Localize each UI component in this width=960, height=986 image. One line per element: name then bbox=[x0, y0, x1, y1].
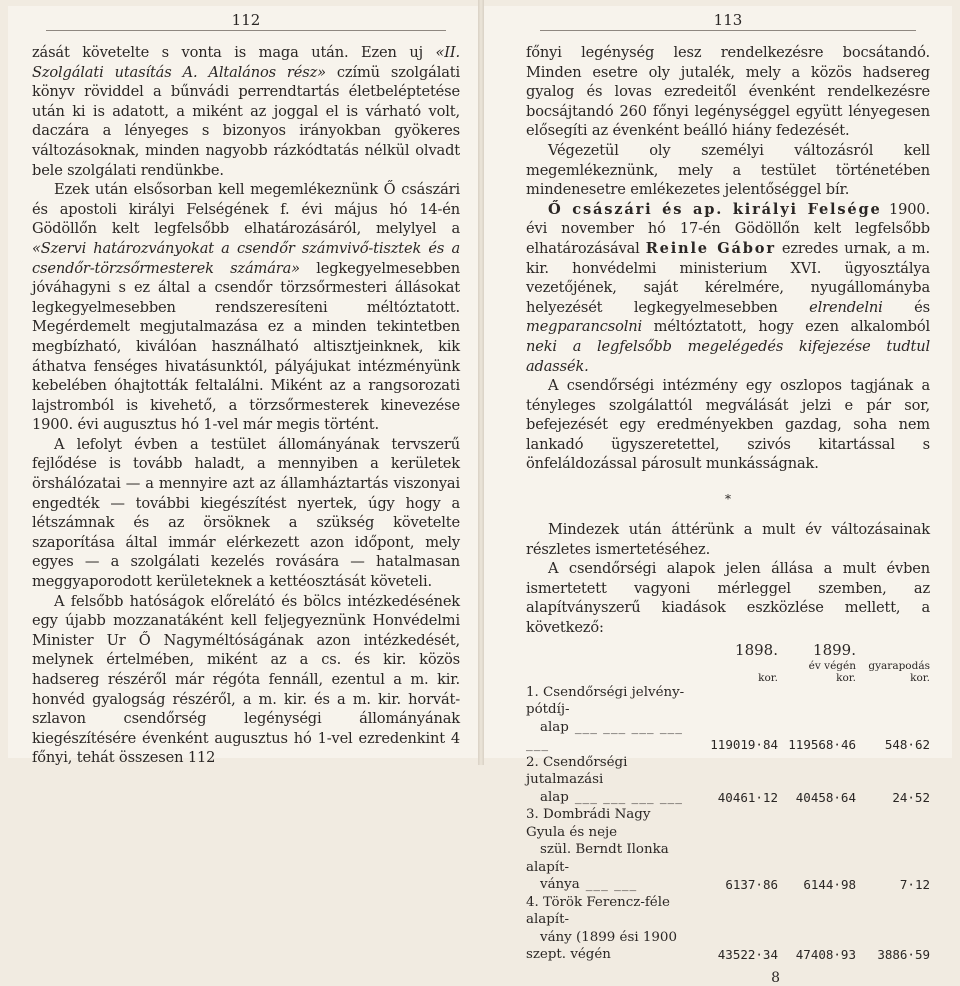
fund-value-growth bbox=[856, 894, 930, 929]
text-segment: megparancsolni bbox=[526, 318, 643, 336]
right-page-body bbox=[526, 43, 930, 474]
fund-table-years bbox=[526, 640, 930, 660]
fund-label: 3. Dombrádi Nagy Gyula és neje bbox=[526, 807, 651, 840]
fund-value-v1898 bbox=[692, 684, 778, 719]
fund-value-v1899: 6144·98 bbox=[803, 877, 856, 893]
text-segment: czímü szolgálati könyv röviddel a bűnvádi perrendtartás életbeléptetése után ki is adatott, a miként az joggal el is várható volt, daczára a lényeges s bizonyos irányokban gyökeres változásoknak, minden nagyobb rázkódtatás nélkül olvadt bele szolgálati rendünkbe. bbox=[32, 63, 460, 179]
fund-value-v1898 bbox=[692, 806, 778, 841]
text-segment: «Szervi határozványokat a csendőr számvivő-tisztek és a csendőr-törzsőrmesterek számára» bbox=[32, 239, 460, 277]
leader-dots: ___ ___ ___ ___ ___ bbox=[526, 719, 683, 753]
fund-value-v1898: 119019·84 bbox=[710, 737, 778, 753]
header-year-end: év végén kor. bbox=[808, 659, 856, 684]
text-segment: legkegyelmesebben jóváhagyni s ez által a csendőr törzsőrmesteri állásokat legkegyelmesebben rendszeresíteni méltóztatott. Megérdemelt megjutalmazása ez a minden tekintetben megbízható, kiválóan használható altisztjeinknek, kik áthatva fenséges hivatásunktól, pályájukat intézményünk kebelében óhajtották feltalálni. Miként az a rangsorozati lajstromból is kivehető, a törzsőrmesterek kinevezése 1900. évi augusztus hó 1-vel már megis történt. bbox=[32, 259, 460, 434]
fund-table-row bbox=[526, 876, 930, 894]
fund-label-line bbox=[526, 684, 692, 719]
fund-table-header bbox=[526, 660, 930, 684]
text-segment: Ő császári és ap. királyi Felsége bbox=[548, 200, 882, 218]
paragraph-p4 bbox=[32, 592, 460, 768]
fund-value-v1899 bbox=[778, 894, 856, 929]
fund-value-growth: 3886·59 bbox=[877, 947, 930, 963]
paragraph-p1 bbox=[32, 43, 460, 180]
text-segment: neki a legfelsőbb megelégedés kifejezése tudtul adassék. bbox=[526, 337, 930, 375]
text-segment: méltóztatott, hogy ezen alkalomból bbox=[642, 318, 930, 336]
fund-value-v1899 bbox=[778, 841, 856, 876]
fund-label: 1. Csendőrségi jelvény-pótdíj- bbox=[526, 684, 685, 718]
leader-dots: ___ ___ ___ ___ bbox=[574, 789, 683, 805]
paragraph-r4 bbox=[526, 376, 930, 474]
fund-label: szül. Berndt Ilonka alapít- bbox=[526, 842, 669, 875]
left-page bbox=[8, 6, 478, 767]
signature-mark: 8 bbox=[771, 969, 780, 986]
fund-table-row bbox=[526, 754, 930, 789]
text-segment: A lefolyt évben a testület állományának tervszerű fejlődése is tovább haladt, a mennyiben a kerületek örshálózatai — a mennyire azt az államháztartás viszonyai engedték — további kiegészítést nyertek, úgy hogy a létszámnak és az örsöknek a szükség követelte szaporítása által immár elérkezett azon időpont, mely egyes — a szolgálati kezelés rovására — hatalmasan meggyaporodott kerületeknek a kettéosztását követeli. bbox=[32, 435, 460, 591]
left-page-number: 112 bbox=[46, 6, 446, 31]
fund-label: 4. Török Ferencz-féle alapít- bbox=[526, 894, 670, 928]
text-segment: főnyi legénység lesz rendelkezésre bocsátandó. Minden esetre oly jutalék, mely a közös hadsereg gyalog és lovas ezredeitől évenként rendelkezésre bocsájtandó 260 főnyi legénységgel együtt lényegesen elősegíti az évenként beálló hiány fedezését. bbox=[526, 44, 930, 140]
text-segment: Végezetül oly személyi változásról kell megemlékeznünk, mely a testület történetében mindenesetre emlékezetes jelentőséggel bír. bbox=[526, 141, 930, 199]
fund-table-row bbox=[526, 894, 930, 929]
fund-value-growth: 24·52 bbox=[892, 789, 930, 805]
left-page-body bbox=[32, 43, 460, 768]
fund-value-growth bbox=[856, 754, 930, 789]
fund-table-row bbox=[526, 719, 930, 754]
text-segment: A csendőrségi intézmény egy oszlopos tagjának a tényleges szolgálattól megválását jelzi e pár sor, befejezését egy eredményekben gazdag, soha nem lankadó ügyszeretettel, szivós kitartással s önfeláldozással párosult munkásságnak. bbox=[526, 377, 930, 473]
fund-value-v1899: 40458·64 bbox=[795, 789, 856, 805]
text-segment: A csendőrségi alapok jelen állása a mult évben ismertetett vagyoni mérleggel szemben, az alapítványszerű kiadások eszközlése mellett, a következő: bbox=[526, 560, 930, 637]
paragraph-p3 bbox=[32, 435, 460, 592]
fund-value-v1899: 47408·93 bbox=[795, 947, 856, 963]
text-segment: 1900. évi november hó 17-én Gödöllőn kelt legfelsőbb elhatározásával bbox=[526, 200, 930, 257]
fund-value-v1899 bbox=[778, 684, 856, 719]
text-segment: A felsőbb hatóságok előrelátó és bölcs intézkedésének egy újabb mozzanatáként kell feljegyeznünk Honvédelmi Minister Ur Ő Nagyméltóságának azon intézkedését, melynek értelmében, miként az a cs. és kir. közös hadsereg részéről már régóta fennáll, ezentul a m. kir. honvéd gyalogság részéről, a m. kir. és a m. kir. horvát-szlavon csendőrség legénységi állományának kiegészítésére évenként augusztus hó 1-vel ezredenkint 4 főnyi, tehát összesen 112 bbox=[32, 592, 460, 767]
text-segment: ezredes urnak, a m. kir. honvédelmi ministerium XVI. ügyosztálya vezetőjének, saját kérelmére, nyugállományba helyezését legkegyelmesebben bbox=[526, 239, 930, 316]
paragraph-r1 bbox=[526, 43, 930, 141]
fund-table bbox=[526, 640, 930, 964]
fund-label: ványa bbox=[540, 877, 580, 893]
paragraph-r2 bbox=[526, 141, 930, 200]
text-segment: elrendelni bbox=[809, 298, 883, 316]
right-page bbox=[484, 6, 952, 986]
fund-value-growth: 7·12 bbox=[899, 877, 930, 893]
text-segment: Reinle Gábor bbox=[645, 239, 776, 257]
fund-table-row bbox=[526, 789, 930, 807]
fund-label-line bbox=[526, 789, 692, 807]
fund-label-line bbox=[526, 806, 692, 841]
fund-value-v1898 bbox=[692, 754, 778, 789]
fund-value-v1899 bbox=[778, 806, 856, 841]
paragraph-r5 bbox=[526, 520, 930, 559]
fund-value-v1898 bbox=[692, 841, 778, 876]
fund-value-v1899 bbox=[778, 754, 856, 789]
fund-value-v1898: 43522·34 bbox=[717, 947, 778, 963]
fund-label: vány (1899 ési 1900 szept. végén bbox=[526, 929, 677, 963]
fund-label-line bbox=[526, 754, 692, 789]
right-page-body-continued bbox=[526, 520, 930, 638]
text-segment: Ezek után elsősorban kell megemlékeznünk Ő császári és apostoli királyi Felségének f. évi május hó 14-én Gödöllőn kelt legfelsőbb elhatározásáról, melylyel a bbox=[32, 181, 460, 238]
fund-label: 2. Csendőrségi jutalmazási bbox=[526, 754, 628, 788]
fund-table-row bbox=[526, 929, 930, 964]
year-1899: 1899. bbox=[813, 640, 856, 659]
fund-value-v1899: 119568·46 bbox=[788, 737, 856, 753]
header-growth: gyarapodás kor. bbox=[868, 659, 930, 684]
fund-value-growth bbox=[856, 684, 930, 719]
fund-label-line bbox=[526, 841, 692, 876]
paragraph-r3 bbox=[526, 200, 930, 376]
leader-dots: ___ ___ bbox=[585, 877, 638, 893]
paragraph-p2 bbox=[32, 180, 460, 435]
fund-label-line bbox=[526, 894, 692, 929]
text-segment: zását követelte s vonta is maga után. Ezen uj bbox=[32, 44, 436, 61]
fund-label-line bbox=[526, 719, 692, 754]
fund-value-v1898 bbox=[692, 894, 778, 929]
year-1898: 1898. bbox=[735, 640, 778, 659]
fund-value-growth: 548·62 bbox=[884, 737, 930, 753]
fund-value-v1898: 6137·86 bbox=[725, 877, 778, 893]
text-segment: és bbox=[882, 298, 930, 316]
fund-table-row bbox=[526, 806, 930, 841]
right-page-number: 113 bbox=[540, 6, 916, 31]
paragraph-r6 bbox=[526, 559, 930, 637]
fund-value-growth bbox=[856, 806, 930, 841]
fund-label: alap bbox=[540, 719, 569, 735]
text-segment: Mindezek után áttérünk a mult év változásainak részletes ismertetéséhez. bbox=[526, 521, 930, 558]
section-separator: * bbox=[725, 492, 731, 507]
fund-value-v1898: 40461·12 bbox=[717, 789, 778, 805]
text-segment: «II. Szolgálati utasítás A. Altalános rész» bbox=[32, 44, 460, 81]
fund-label-line bbox=[526, 876, 692, 894]
fund-table-row bbox=[526, 684, 930, 719]
header-kor-1898: kor. bbox=[758, 671, 778, 684]
fund-label: alap bbox=[540, 789, 569, 805]
fund-table-row bbox=[526, 841, 930, 876]
fund-value-growth bbox=[856, 841, 930, 876]
fund-label-line bbox=[526, 929, 692, 964]
